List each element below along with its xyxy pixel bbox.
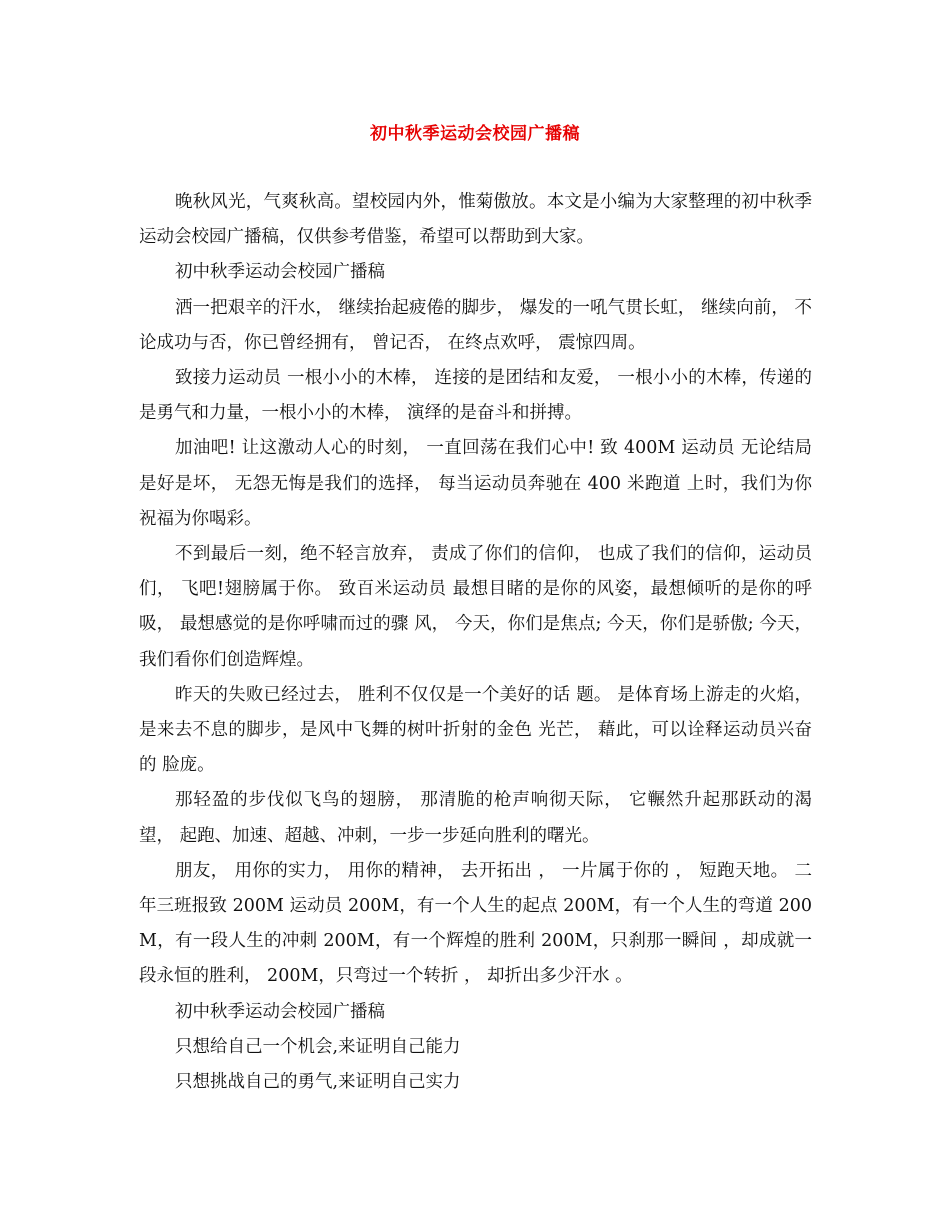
paragraph: 加油吧! 让这激动人心的时刻， 一直回荡在我们心中! 致 400M 运动员 无论结局是好是坏， 无怨无悔是我们的选择， 每当运动员奔驰在 400 米跑道 上时，我们为你祝福为你喝彩。 xyxy=(139,438,812,529)
paragraph: 只想挑战自己的勇气,来证明自己实力 xyxy=(175,1072,461,1093)
paragraph: 昨天的失败已经过去， 胜利不仅仅是一个美好的话 题。 是体育场上游走的火焰， 是来去不息的脚步，是风中飞舞的树叶折射的金色 光芒， 藉此，可以诠释运动员兴奋的 脸庞。 xyxy=(139,684,812,776)
paragraph: 那轻盈的步伐似飞鸟的翅膀， 那清脆的枪声响彻天际， 它冁然升起那跃动的渴望， 起跑、加速、超越、冲刺，一步一步延向胜利的曙光。 xyxy=(139,790,812,846)
document-title: 初中秋季运动会校园广播稿 xyxy=(370,124,580,144)
paragraph-subtitle: 初中秋季运动会校园广播稿 xyxy=(175,1001,385,1022)
paragraph: 致接力运动员 一根小小的木棒， 连接的是团结和友爱， 一根小小的木棒，传递的是勇气和力量，一根小小的木棒， 演绎的是奋斗和拼搏。 xyxy=(139,368,812,424)
paragraph: 只想给自己一个机会,来证明自己能力 xyxy=(175,1036,461,1057)
paragraph-subtitle: 初中秋季运动会校园广播稿 xyxy=(175,262,385,283)
paragraph: 洒一把艰辛的汗水， 继续抬起疲倦的脚步， 爆发的一吼气贯长虹， 继续向前， 不论成功与否，你已曾经拥有， 曾记否， 在终点欢呼， 震惊四周。 xyxy=(139,297,812,353)
document-body xyxy=(139,185,812,1100)
paragraph: 不到最后一刻，绝不轻言放弃， 责成了你们的信仰， 也成了我们的信仰，运动员们， 飞吧!翅膀属于你。 致百米运动员 最想目睹的是你的风姿，最想倾听的是你的呼吸， 最想感觉的是你呼啸而过的骤 风， 今天，你们是焦点; 今天，你们是骄傲; 今天，我们看你们创造辉煌。 xyxy=(139,544,812,670)
paragraph-intro: 晚秋风光，气爽秋高。望校园内外，惟菊傲放。本文是小编为大家整理的初中秋季运动会校园广播稿，仅供参考借鉴，希望可以帮助到大家。 xyxy=(139,192,812,248)
paragraph: 朋友， 用你的实力， 用你的精神， 去开拓出 ， 一片属于你的 ， 短跑天地。 二年三班报致 200M 运动员 200M，有一个人生的起点 200M，有一个人生的弯道 200M，有一段人生的冲刺 200M，有一个辉煌的胜利 200M，只刹那一瞬间 ，却成就一段永恒的胜利， 200M，只弯过一个转折 ， 却折出多少汗水 。 xyxy=(139,860,812,987)
